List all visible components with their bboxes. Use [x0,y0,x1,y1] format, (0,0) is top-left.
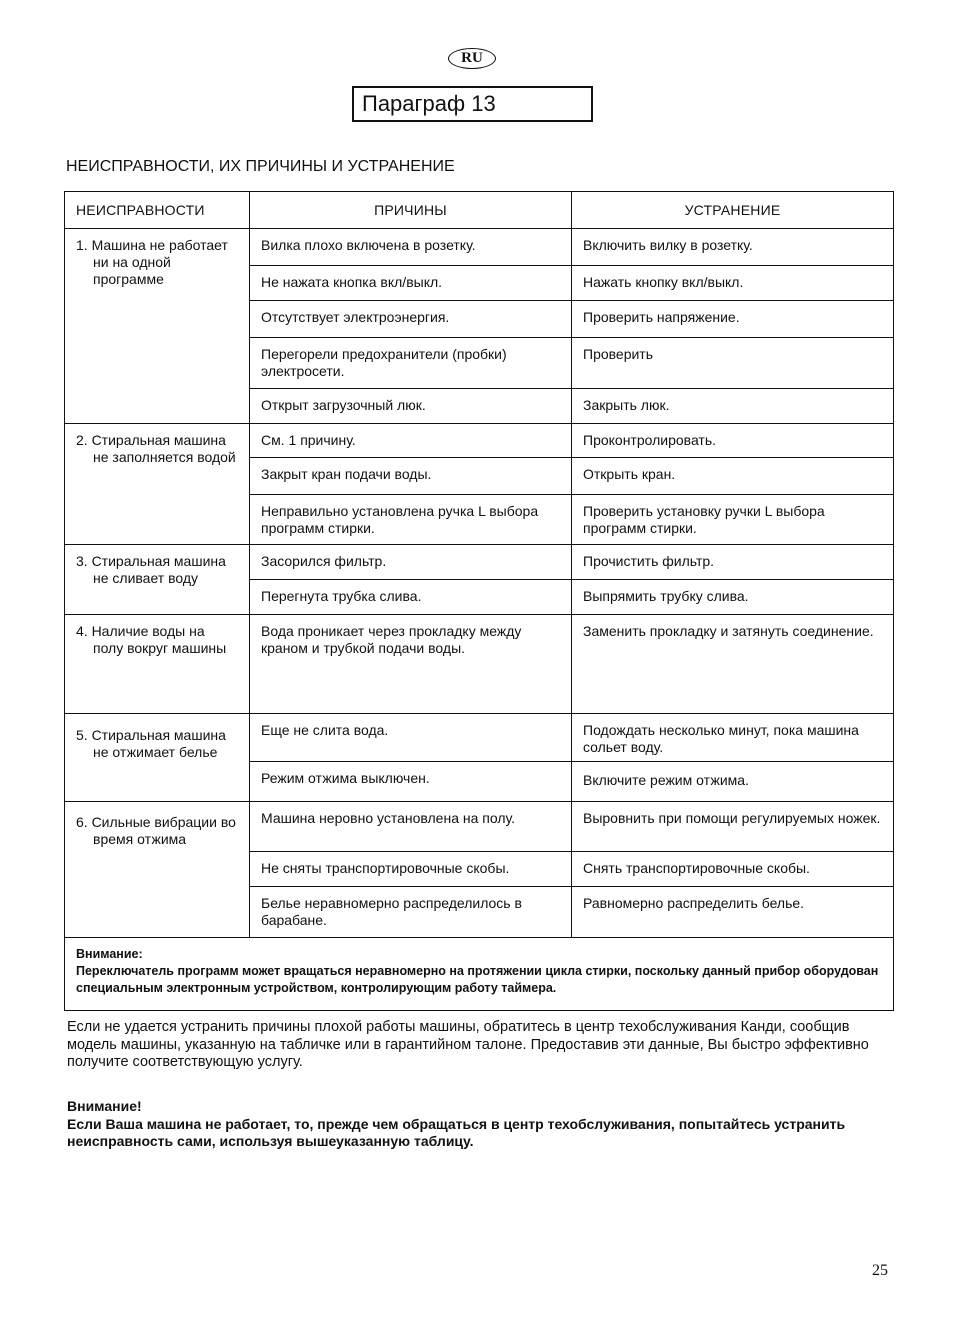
cause-cell: Машина неровно установлена на полу. [250,802,572,852]
warning-text: Если Ваша машина не работает, то, прежде чем обращаться в центр техобслуживания, попытайтесь устранить неисправность сами, используя вышеуказанную таблицу. [67,1115,846,1149]
cause-cell: Белье неравномерно распределилось в барабане. [250,887,572,938]
section-title: НЕИСПРАВНОСТИ, ИХ ПРИЧИНЫ И УСТРАНЕНИЕ [66,158,455,175]
fault-cell [65,424,250,545]
header-remedies: УСТРАНЕНИЕ [572,192,894,229]
table-row [65,229,894,266]
table-row [65,545,894,580]
paragraph-title: Параграф 13 [352,86,593,122]
cause-cell: Засорился фильтр. [250,545,572,580]
cause-cell: Перегнута трубка слива. [250,580,572,615]
header-causes: ПРИЧИНЫ [250,192,572,229]
remedy-cell: Проверить установку ручки L выбора программ стирки. [572,495,894,545]
remedy-cell: Выпрямить трубку слива. [572,580,894,615]
remedy-cell: Снять транспортировочные скобы. [572,852,894,887]
cause-cell: Вода проникает через прокладку между краном и трубкой подачи воды. [250,615,572,714]
cause-cell: Открыт загрузочный люк. [250,389,572,424]
service-paragraph: Если не удается устранить причины плохой работы машины, обратитесь в центр техобслуживания Канди, сообщив модель машины, указанную на табличке или в гарантийном талоне. Предоставив эти данные, Вы быстро эффективно получите соответствующую услугу. [67,1019,869,1070]
table-row [65,424,894,458]
warning-title: Внимание! [67,1098,142,1114]
table-row [65,615,894,714]
cause-cell: Режим отжима выключен. [250,762,572,802]
cause-cell: Неправильно установлена ручка L выбора программ стирки. [250,495,572,545]
table-row [65,714,894,762]
cause-cell: Закрыт кран подачи воды. [250,458,572,495]
remedy-cell: Закрыть люк. [572,389,894,424]
warning-block [67,1098,887,1151]
cause-cell: Перегорели предохранители (пробки) электросети. [250,338,572,389]
fault-cell [65,615,250,714]
remedy-cell: Проверить [572,338,894,389]
remedy-cell: Включить вилку в розетку. [572,229,894,266]
remedy-cell: Нажать кнопку вкл/выкл. [572,266,894,301]
fault-cell [65,545,250,615]
table-header-row [65,192,894,229]
remedy-cell: Открыть кран. [572,458,894,495]
remedy-cell: Подождать несколько минут, пока машина сольет воду. [572,714,894,762]
fault-cell [65,229,250,424]
note-row [65,938,894,1011]
troubleshooting-table [64,191,894,1011]
header-faults: НЕИСПРАВНОСТИ [65,192,250,229]
cause-cell: Вилка плохо включена в розетку. [250,229,572,266]
remedy-cell: Включите режим отжима. [572,762,894,802]
cause-cell: Не нажата кнопка вкл/выкл. [250,266,572,301]
cause-cell: Отсутствует электроэнергия. [250,301,572,338]
fault-cell [65,802,250,938]
fault-text: 5. Стиральная машина не отжимает белье [76,727,226,760]
table-row [65,802,894,852]
note-title: Внимание: [76,947,143,961]
note-text: Переключатель программ может вращаться неравномерно на протяжении цикла стирки, поскольку данный прибор оборудован специальным электронным устройством, контролирующим работу таймера. [76,964,879,995]
cause-cell: Еще не слита вода. [250,714,572,762]
fault-text: 1. Машина не работает ни на одной программе [76,237,228,287]
remedy-cell: Равномерно распределить белье. [572,887,894,938]
cause-cell: См. 1 причину. [250,424,572,458]
fault-text: 3. Стиральная машина не сливает воду [76,553,226,586]
remedy-cell: Проверить напряжение. [572,301,894,338]
page-number: 25 [872,1262,888,1279]
remedy-cell: Прочистить фильтр. [572,545,894,580]
fault-text: 4. Наличие воды на полу вокруг машины [76,623,227,656]
fault-text: 6. Сильные вибрации во время отжима [76,814,236,847]
remedy-cell: Заменить прокладку и затянуть соединение. [572,615,894,714]
remedy-cell: Выровнить при помощи регулируемых ножек. [572,802,894,852]
remedy-cell: Проконтролировать. [572,424,894,458]
fault-text: 2. Стиральная машина не заполняется водой [76,432,236,465]
fault-cell [65,714,250,802]
cause-cell: Не сняты транспортировочные скобы. [250,852,572,887]
note-cell [65,938,894,1011]
language-badge: RU [448,48,496,69]
